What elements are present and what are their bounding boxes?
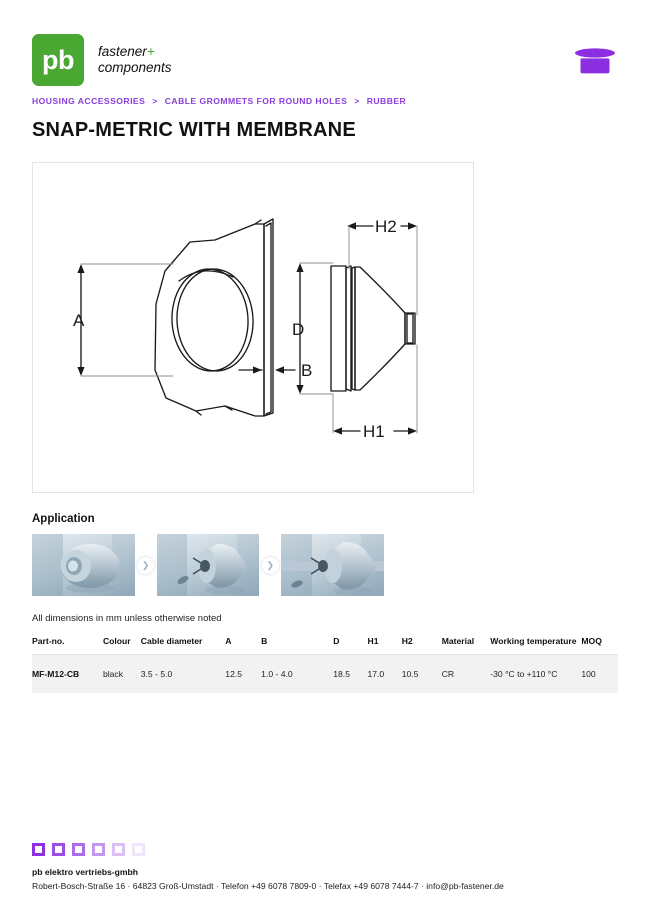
breadcrumb-item-2[interactable]: RUBBER: [366, 96, 407, 106]
cell-cable-diameter: 3.5 - 5.0: [141, 655, 226, 694]
footer-square-icon: [132, 843, 145, 856]
table-header: [32, 633, 618, 655]
footer-square-icon: [112, 843, 125, 856]
table-body: [32, 655, 618, 694]
technical-drawing-svg: [33, 163, 473, 492]
column-header-h1: H1: [367, 633, 401, 655]
application-step-1[interactable]: [32, 534, 135, 596]
breadcrumb-item-0[interactable]: HOUSING ACCESSORIES: [32, 96, 146, 106]
footer-square-icon: [52, 843, 65, 856]
cell-moq: 100: [581, 655, 618, 694]
grommet-icon: [572, 44, 618, 82]
column-header-colour: Colour: [103, 633, 141, 655]
cell-material: CR: [442, 655, 491, 694]
page-footer: [32, 843, 618, 891]
dim-label-h2: H2: [375, 217, 397, 236]
brand-tagline: [98, 44, 172, 76]
cell-h2: 10.5: [402, 655, 442, 694]
column-header-d: D: [333, 633, 367, 655]
chevron-right-icon: ❯: [137, 557, 154, 574]
chevron-right-icon: ❯: [262, 557, 279, 574]
cell-partno: MF-M12-CB: [32, 655, 103, 694]
application-next-arrow-2[interactable]: [259, 534, 281, 596]
column-header-a: A: [225, 633, 261, 655]
application-heading: Application: [32, 513, 95, 525]
cell-d: 18.5: [333, 655, 367, 694]
table-header-row: [32, 633, 618, 655]
brand-logo[interactable]: [32, 34, 172, 86]
column-header-moq: MOQ: [581, 633, 618, 655]
page-title: SNAP-METRIC WITH MEMBRANE: [32, 119, 356, 141]
application-step-3[interactable]: [281, 534, 384, 596]
footer-address: Robert-Bosch-Straße 16 · 64823 Groß-Umstadt · Telefon +49 6078 7809-0 · Telefax +49 6078 7444-7 · info@pb-fastener.de: [32, 881, 504, 891]
application-next-arrow-1[interactable]: [135, 534, 157, 596]
specification-table: [32, 633, 618, 693]
page-header: [32, 0, 618, 92]
table-row[interactable]: [32, 655, 618, 694]
column-header-partno: Part-no.: [32, 633, 103, 655]
tagline-line2: components: [98, 60, 172, 75]
tagline-plus: +: [146, 44, 155, 59]
footer-company-name: pb elektro vertriebs-gmbh: [32, 867, 139, 877]
footer-square-icon: [92, 843, 105, 856]
column-header-b: B: [261, 633, 333, 655]
dim-label-a: A: [73, 311, 85, 330]
tagline-line1: fastener: [98, 44, 147, 59]
application-image-strip: [32, 534, 384, 596]
cell-a: 12.5: [225, 655, 261, 694]
cell-b: 1.0 - 4.0: [261, 655, 333, 694]
breadcrumb-separator-1: >: [354, 96, 360, 106]
column-header-material: Material: [442, 633, 491, 655]
pb-logo-mark: [32, 34, 84, 86]
column-header-working: Working temperature: [490, 633, 581, 655]
breadcrumb-item-1[interactable]: CABLE GROMMETS FOR ROUND HOLES: [164, 96, 348, 106]
column-header-cable: Cable diameter: [141, 633, 226, 655]
breadcrumb-separator-0: >: [152, 96, 158, 106]
technical-drawing: [32, 162, 474, 493]
footer-square-icon: [72, 843, 85, 856]
footer-square-icon: [32, 843, 45, 856]
dimension-note: All dimensions in mm unless otherwise noted: [32, 613, 222, 624]
cell-h1: 17.0: [367, 655, 401, 694]
cell-working-temperature: -30 °C to +110 °C: [490, 655, 581, 694]
application-step-2[interactable]: [157, 534, 260, 596]
pb-logo-text: pb: [42, 44, 74, 75]
dim-label-b: B: [301, 361, 313, 380]
cell-colour: black: [103, 655, 141, 694]
dim-label-h1: H1: [363, 422, 385, 441]
dim-label-d: D: [292, 320, 305, 339]
footer-square-decoration: [32, 843, 618, 856]
column-header-h2: H2: [402, 633, 442, 655]
breadcrumb: [32, 96, 618, 106]
